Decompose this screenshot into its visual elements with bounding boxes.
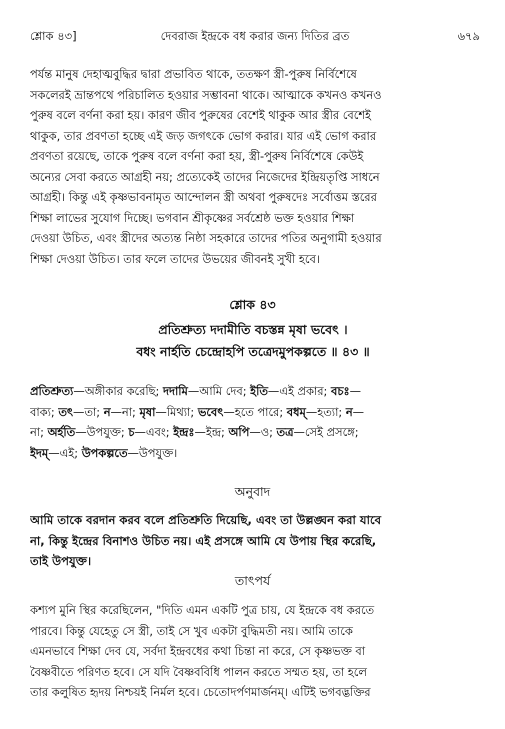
header-verse-ref: শ্লোক ৪৩]	[30, 29, 77, 43]
text-line: পারবে। কিন্তু যেহেতু সে স্ত্রী, তাই সে খুব একটা বুদ্ধিমতী নয়। আমি তাকে	[30, 623, 353, 638]
synonym-word: প্রতিশ্রুত্য	[30, 384, 74, 398]
synonym-meaning: না;	[30, 425, 48, 439]
synonym-meaning: —	[349, 384, 361, 398]
synonym-meaning: —আমি দেব;	[187, 384, 251, 398]
synonym-word: ভবেৎ	[197, 404, 224, 419]
page-number: ৬৭৯	[457, 29, 480, 43]
text-line: পুরুষ বলে বর্ণনা করা হয়। কারণ জীব পুরুষের বেশেই থাকুক আর স্ত্রীর বেশেই	[30, 108, 371, 122]
synonym-line	[30, 422, 476, 443]
synonym-word: অপি	[228, 425, 250, 439]
synonym-meaning: —হতে পারে;	[223, 404, 287, 419]
translation-text	[30, 510, 476, 572]
synonym-line	[30, 381, 476, 402]
text-line: প্রবণতা রয়েছে, তাকে পুরুষ বলে বর্ণনা করা হয়, স্ত্রী-পুরুষ নির্বিশেষে কেউই	[30, 149, 364, 163]
synonym-line	[30, 443, 476, 464]
purport-heading: তাৎপর্য	[234, 573, 271, 588]
translation-heading: অনুবাদ	[234, 484, 271, 499]
text-line: আগ্রহী। কিন্তু এই কৃষ্ণভাবনামৃত আন্দোলন স্ত্রী অথবা পুরুষদেঃ সর্বোত্তম স্তরের	[30, 190, 377, 204]
text-line: তাই উপযুক্ত।	[30, 554, 92, 568]
text-line: কশ্যপ মুনি স্থির করেছিলেন, "দিতি এমন একটি পুত্র চায়, যে ইন্দ্রকে বধ করতে	[30, 603, 375, 617]
synonym-word: ন	[103, 404, 111, 419]
synonym-word: বধম্	[286, 404, 306, 419]
synonym-line	[30, 402, 476, 423]
synonym-word: ইতি	[250, 384, 268, 398]
synonym-meaning: —	[352, 404, 365, 419]
synonym-meaning: —সেই প্রসঙ্গে;	[293, 425, 359, 439]
synonym-word: মৃষা	[139, 404, 156, 419]
synonym-word: উপকল্পতে	[81, 445, 128, 460]
text-line: থাকুক, তার প্রবণতা হচ্ছে এই জড় জগৎকে ভোগ করার। যার এই ভোগ করার	[30, 128, 377, 143]
text-line: শিক্ষা দেওয়া উচিত। তার ফলে তাদের উভয়ের জীবনই সুখী হবে।	[30, 251, 320, 266]
running-header	[30, 28, 480, 50]
synonym-meaning: —অঙ্গীকার করেছি;	[73, 384, 164, 398]
text-line: আমি তাকে বরদান করব বলে প্রতিশ্রুতি দিয়েছি, এবং তা উল্লঙ্ঘন করা যাবে	[30, 513, 382, 527]
synonym-meaning: —উপযুক্ত।	[127, 445, 178, 460]
synonym-meaning: —হত্যা;	[305, 404, 346, 419]
previous-purport-paragraph	[30, 64, 476, 269]
verse-line: প্রতিশ্রুত্য দদামীতি বচস্তন্ন মৃষা ভবেৎ ।	[158, 322, 348, 337]
sanskrit-verse	[30, 319, 476, 363]
text-line: তার কলুষিত হৃদয় নিশ্চয়ই নির্মল হবে। চেতোদর্পণমার্জনম্। এটিই ভগবদ্ভক্তির	[30, 685, 371, 699]
synonym-meaning: —উপযুক্ত;	[75, 425, 129, 439]
text-line: এমনভাবে শিক্ষা দেব যে, সর্বদা ইন্দ্রবধের কথা চিন্তা না করে, সে কৃষ্ণভক্ত বা	[30, 644, 366, 658]
text-line: দেওয়া উচিত, এবং স্ত্রীদের অত্যন্ত নিষ্ঠা সহকারে তাদের পতির অনুগামী হওয়ার	[30, 231, 382, 245]
text-line: সকলেরই ভ্রান্তপথে পরিচালিত হওয়ার সম্ভাবনা থাকে। আত্মাকে কখনও কখনও	[30, 87, 382, 102]
synonym-meaning: —না;	[110, 404, 140, 419]
synonym-meaning: —এবং;	[134, 425, 174, 439]
purport-paragraph	[30, 600, 476, 703]
synonym-meaning: —এই;	[48, 445, 82, 460]
synonym-word: তৎ	[58, 404, 74, 419]
synonym-word: বচঃ	[331, 384, 350, 398]
verse-heading: শ্লোক ৪৩	[229, 297, 276, 312]
synonym-meaning: —এই প্রকার;	[267, 384, 332, 398]
header-chapter-title: দেবরাজ ইন্দ্রকে বধ করার জন্য দিতির ব্রত	[160, 29, 350, 43]
synonym-meaning: —ও;	[249, 425, 277, 439]
synonym-meaning: —তা;	[73, 404, 104, 419]
synonym-word: দদামি	[163, 384, 188, 398]
text-line: পর্যন্ত মানুষ দেহাত্মবুদ্ধির দ্বারা প্রভাবিত থাকে, ততক্ষণ স্ত্রী-পুরুষ নির্বিশেষে	[30, 67, 357, 81]
synonym-word: ইদম্	[30, 445, 49, 460]
text-line: শিক্ষা লাভের সুযোগ দিচ্ছে। ভগবান শ্রীকৃষ্ণের সর্বশ্রেষ্ঠ ভক্ত হওয়ার শিক্ষা	[30, 210, 355, 225]
text-line: না, কিন্তু ইন্দ্রের বিনাশও উচিত নয়। এই প্রসঙ্গে আমি যে উপায় স্থির করেছি,	[30, 533, 377, 548]
text-line: অন্যের সেবা করতে আগ্রহী নয়; প্রত্যেকেই তাদের নিজেদের ইন্দ্রিয়তৃপ্তি সাধনে	[30, 169, 380, 184]
synonym-word: ইন্দ্রঃ	[173, 425, 195, 439]
synonym-meaning: বাক্য;	[30, 404, 59, 419]
synonym-meaning: —মিথ্যা;	[155, 404, 198, 419]
word-for-word-synonyms	[30, 381, 476, 463]
synonym-meaning: —ইন্দ্র;	[194, 425, 229, 439]
verse-line: বধং নার্হতি চেন্দ্রোহপি তত্রেদমুপকল্পতে ॥ ৪৩ ॥	[136, 344, 370, 359]
synonym-word: তত্র	[276, 425, 294, 439]
text-line: বৈষ্ণবীতে পরিণত হবে। সে যদি বৈষ্ণববিধি পালন করতে সম্মত হয়, তা হলে	[30, 664, 367, 679]
synonym-word: অর্হতি	[47, 425, 76, 439]
synonym-word: চ	[128, 425, 135, 439]
synonym-word: ন	[345, 404, 353, 419]
